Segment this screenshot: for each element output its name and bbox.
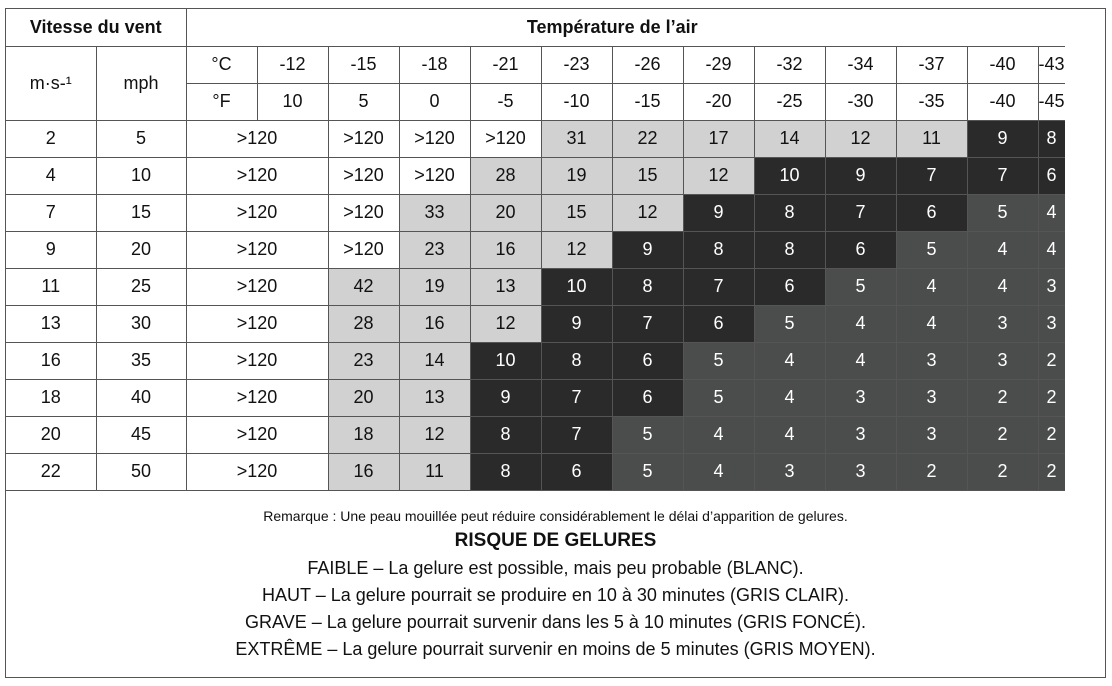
frostbite-time-cell: 5 — [683, 342, 754, 379]
frostbite-time-cell: 14 — [399, 342, 470, 379]
temp-c-header: -26 — [612, 46, 683, 83]
wind-speed-mph-cell: 15 — [96, 194, 186, 231]
frostbite-time-cell: 2 — [1038, 416, 1065, 453]
celsius-unit-label: °C — [186, 46, 257, 83]
table-row — [6, 305, 1065, 342]
wind-speed-ms-cell: 2 — [6, 120, 96, 157]
risk-extreme-text: EXTRÊME – La gelure pourrait survenir en moins de 5 minutes (GRIS MOYEN). — [235, 639, 876, 659]
wind-speed-mph-cell: 30 — [96, 305, 186, 342]
frostbite-time-cell: >120 — [186, 342, 328, 379]
frostbite-time-cell: >120 — [186, 268, 328, 305]
frostbite-time-cell: 9 — [967, 120, 1038, 157]
frostbite-time-cell: 4 — [754, 379, 825, 416]
table-row — [6, 157, 1065, 194]
frostbite-time-cell: 23 — [328, 342, 399, 379]
wind-speed-ms-cell: 7 — [6, 194, 96, 231]
wind-speed-ms-cell: 20 — [6, 416, 96, 453]
table-row — [6, 342, 1065, 379]
frostbite-time-cell: 10 — [541, 268, 612, 305]
frostbite-time-cell: 3 — [1038, 305, 1065, 342]
frostbite-time-cell: 16 — [470, 231, 541, 268]
frostbite-time-cell: 17 — [683, 120, 754, 157]
wind-speed-mph-cell: 35 — [96, 342, 186, 379]
frostbite-time-cell: 8 — [541, 342, 612, 379]
frostbite-time-cell: 3 — [896, 379, 967, 416]
frostbite-time-cell: 3 — [967, 305, 1038, 342]
air-temperature-header: Température de l’air — [186, 9, 1038, 46]
wind-speed-mph-cell: 25 — [96, 268, 186, 305]
frostbite-time-cell: 5 — [825, 268, 896, 305]
frostbite-time-cell: 10 — [470, 342, 541, 379]
temp-f-header: -25 — [754, 83, 825, 120]
frostbite-time-cell: 7 — [541, 416, 612, 453]
frostbite-time-cell: 8 — [1038, 120, 1065, 157]
frostbite-time-cell: 13 — [399, 379, 470, 416]
frostbite-time-cell: 20 — [470, 194, 541, 231]
wet-skin-remark: Remarque : Une peau mouillée peut réduire considérablement le délai d’apparition de gelures. — [263, 508, 848, 524]
frostbite-time-cell: 4 — [967, 268, 1038, 305]
frostbite-time-cell: 2 — [967, 416, 1038, 453]
temp-c-header: -18 — [399, 46, 470, 83]
frostbite-time-cell: 2 — [896, 453, 967, 490]
risk-high-text: HAUT – La gelure pourrait se produire en 10 à 30 minutes (GRIS CLAIR). — [262, 585, 849, 605]
frostbite-time-cell: 4 — [825, 342, 896, 379]
frostbite-time-cell: 4 — [896, 305, 967, 342]
frostbite-time-cell: 8 — [754, 194, 825, 231]
frostbite-time-cell: 6 — [612, 342, 683, 379]
frostbite-time-cell: 5 — [967, 194, 1038, 231]
frostbite-time-cell: 4 — [754, 416, 825, 453]
frostbite-time-cell: 12 — [683, 157, 754, 194]
frostbite-time-cell: 9 — [541, 305, 612, 342]
frostbite-time-cell: 13 — [470, 268, 541, 305]
temp-c-header: -15 — [328, 46, 399, 83]
wind-speed-header: Vitesse du vent — [6, 9, 186, 46]
frostbite-time-cell: >120 — [328, 194, 399, 231]
frostbite-time-cell: 12 — [825, 120, 896, 157]
frostbite-time-cell: >120 — [186, 231, 328, 268]
frostbite-time-cell: 5 — [896, 231, 967, 268]
frostbite-time-cell: >120 — [328, 157, 399, 194]
frostbite-time-cell: 6 — [896, 194, 967, 231]
frostbite-time-cell: >120 — [186, 379, 328, 416]
frostbite-time-cell: 7 — [825, 194, 896, 231]
temp-f-header: -20 — [683, 83, 754, 120]
frostbite-time-cell: 5 — [754, 305, 825, 342]
frostbite-time-cell: 9 — [612, 231, 683, 268]
wind-speed-mph-cell: 45 — [96, 416, 186, 453]
frostbite-time-cell: 7 — [967, 157, 1038, 194]
frostbite-time-cell: 3 — [825, 416, 896, 453]
frostbite-time-cell: 7 — [612, 305, 683, 342]
temp-c-header: -23 — [541, 46, 612, 83]
frostbite-time-cell: 6 — [541, 453, 612, 490]
frostbite-time-cell: 5 — [612, 453, 683, 490]
frostbite-time-cell: 19 — [541, 157, 612, 194]
temp-c-header: -34 — [825, 46, 896, 83]
table-body — [6, 9, 1065, 490]
frostbite-time-cell: >120 — [186, 194, 328, 231]
table-row — [6, 416, 1065, 453]
frostbite-time-cell: 2 — [1038, 379, 1065, 416]
frostbite-time-cell: 2 — [967, 379, 1038, 416]
temp-f-header: 5 — [328, 83, 399, 120]
frostbite-time-cell: 18 — [328, 416, 399, 453]
risk-legend-title: RISQUE DE GELURES — [454, 530, 657, 551]
notes-section — [6, 490, 1105, 660]
table-row — [6, 379, 1065, 416]
frostbite-time-cell: 3 — [896, 342, 967, 379]
frostbite-time-cell: 3 — [825, 453, 896, 490]
temp-c-header: -32 — [754, 46, 825, 83]
frostbite-time-cell: 12 — [541, 231, 612, 268]
frostbite-time-cell: 2 — [1038, 453, 1065, 490]
temp-f-header: -10 — [541, 83, 612, 120]
frostbite-time-cell: 28 — [470, 157, 541, 194]
frostbite-time-cell: 10 — [754, 157, 825, 194]
wind-speed-ms-cell: 13 — [6, 305, 96, 342]
wind-speed-ms-cell: 9 — [6, 231, 96, 268]
frostbite-time-cell: 6 — [825, 231, 896, 268]
wind-speed-ms-cell: 16 — [6, 342, 96, 379]
ms-unit-header: m·s-¹ — [6, 46, 96, 120]
frostbite-time-cell: 8 — [612, 268, 683, 305]
frostbite-time-cell: 9 — [825, 157, 896, 194]
frostbite-time-cell: >120 — [186, 120, 328, 157]
frostbite-time-cell: 31 — [541, 120, 612, 157]
table-row — [6, 268, 1065, 305]
table-row — [6, 194, 1065, 231]
frostbite-time-cell: 12 — [399, 416, 470, 453]
frostbite-time-cell: 15 — [612, 157, 683, 194]
temp-f-header: -40 — [967, 83, 1038, 120]
wind-speed-mph-cell: 50 — [96, 453, 186, 490]
frostbite-time-cell: >120 — [186, 305, 328, 342]
frostbite-table — [6, 9, 1065, 491]
frostbite-time-cell: 3 — [896, 416, 967, 453]
frostbite-time-cell: 23 — [399, 231, 470, 268]
frostbite-time-cell: 5 — [683, 379, 754, 416]
frostbite-time-cell: 19 — [399, 268, 470, 305]
frostbite-time-cell: >120 — [399, 120, 470, 157]
temp-c-header: -29 — [683, 46, 754, 83]
frostbite-time-cell: 22 — [612, 120, 683, 157]
frostbite-time-cell: 9 — [683, 194, 754, 231]
table-row — [6, 453, 1065, 490]
frostbite-time-cell: 16 — [328, 453, 399, 490]
frostbite-time-cell: 8 — [683, 231, 754, 268]
frostbite-time-cell: >120 — [470, 120, 541, 157]
risk-severe-text: GRAVE – La gelure pourrait survenir dans les 5 à 10 minutes (GRIS FONCÉ). — [245, 612, 866, 632]
wind-speed-ms-cell: 22 — [6, 453, 96, 490]
frostbite-time-cell: 4 — [683, 416, 754, 453]
frostbite-time-cell: 8 — [754, 231, 825, 268]
frostbite-time-cell: 7 — [896, 157, 967, 194]
risk-low-text: FAIBLE – La gelure est possible, mais peu probable (BLANC). — [307, 558, 804, 578]
frostbite-time-cell: 15 — [541, 194, 612, 231]
wind-speed-mph-cell: 10 — [96, 157, 186, 194]
temp-c-header: -12 — [257, 46, 328, 83]
frostbite-time-cell: 28 — [328, 305, 399, 342]
frostbite-time-cell: 6 — [754, 268, 825, 305]
wind-speed-mph-cell: 5 — [96, 120, 186, 157]
frostbite-time-cell: 5 — [612, 416, 683, 453]
frostbite-time-cell: 11 — [896, 120, 967, 157]
frostbite-time-cell: >120 — [399, 157, 470, 194]
frostbite-time-cell: 4 — [1038, 231, 1065, 268]
frostbite-time-cell: 3 — [967, 342, 1038, 379]
temp-f-header: -30 — [825, 83, 896, 120]
frostbite-time-cell: 8 — [470, 453, 541, 490]
frostbite-time-cell: 16 — [399, 305, 470, 342]
frostbite-time-cell: 20 — [328, 379, 399, 416]
fahrenheit-unit-label: °F — [186, 83, 257, 120]
temp-c-header: -37 — [896, 46, 967, 83]
temp-c-header: -43 — [1038, 46, 1065, 83]
frostbite-time-cell: 6 — [612, 379, 683, 416]
temp-f-header: -45 — [1038, 83, 1065, 120]
temp-f-header: -5 — [470, 83, 541, 120]
frostbite-time-cell: 8 — [470, 416, 541, 453]
frostbite-time-cell: 7 — [683, 268, 754, 305]
temp-f-header: -15 — [612, 83, 683, 120]
frostbite-time-cell: 3 — [825, 379, 896, 416]
temp-f-header: -35 — [896, 83, 967, 120]
mph-unit-header: mph — [96, 46, 186, 120]
frostbite-time-cell: >120 — [186, 453, 328, 490]
frostbite-time-cell: 4 — [754, 342, 825, 379]
wind-speed-ms-cell: 18 — [6, 379, 96, 416]
frostbite-time-cell: 4 — [1038, 194, 1065, 231]
frostbite-time-cell: 12 — [612, 194, 683, 231]
frostbite-time-cell: 9 — [470, 379, 541, 416]
wind-speed-ms-cell: 11 — [6, 268, 96, 305]
table-row — [6, 120, 1065, 157]
frostbite-time-cell: >120 — [328, 231, 399, 268]
frostbite-time-cell: 7 — [541, 379, 612, 416]
wind-speed-mph-cell: 40 — [96, 379, 186, 416]
frostbite-time-cell: 3 — [754, 453, 825, 490]
wind-speed-ms-cell: 4 — [6, 157, 96, 194]
frostbite-time-cell: 12 — [470, 305, 541, 342]
temp-f-header: 10 — [257, 83, 328, 120]
frostbite-time-cell: 6 — [1038, 157, 1065, 194]
table-row — [6, 231, 1065, 268]
frostbite-time-cell: 4 — [896, 268, 967, 305]
frostbite-time-cell: 2 — [967, 453, 1038, 490]
header-row-titles — [6, 9, 1065, 46]
frostbite-time-cell: 4 — [683, 453, 754, 490]
temp-c-header: -21 — [470, 46, 541, 83]
wind-speed-mph-cell: 20 — [96, 231, 186, 268]
frostbite-time-cell: >120 — [186, 157, 328, 194]
frostbite-time-cell: 4 — [967, 231, 1038, 268]
temp-c-header: -40 — [967, 46, 1038, 83]
frostbite-time-cell: 3 — [1038, 268, 1065, 305]
frostbite-time-cell: >120 — [186, 416, 328, 453]
frostbite-time-cell: 42 — [328, 268, 399, 305]
frostbite-time-cell: 14 — [754, 120, 825, 157]
windchill-chart — [5, 8, 1106, 678]
celsius-row — [6, 46, 1065, 83]
frostbite-time-cell: 4 — [825, 305, 896, 342]
frostbite-time-cell: >120 — [328, 120, 399, 157]
frostbite-time-cell: 6 — [683, 305, 754, 342]
temp-f-header: 0 — [399, 83, 470, 120]
frostbite-time-cell: 33 — [399, 194, 470, 231]
frostbite-time-cell: 11 — [399, 453, 470, 490]
frostbite-time-cell: 2 — [1038, 342, 1065, 379]
